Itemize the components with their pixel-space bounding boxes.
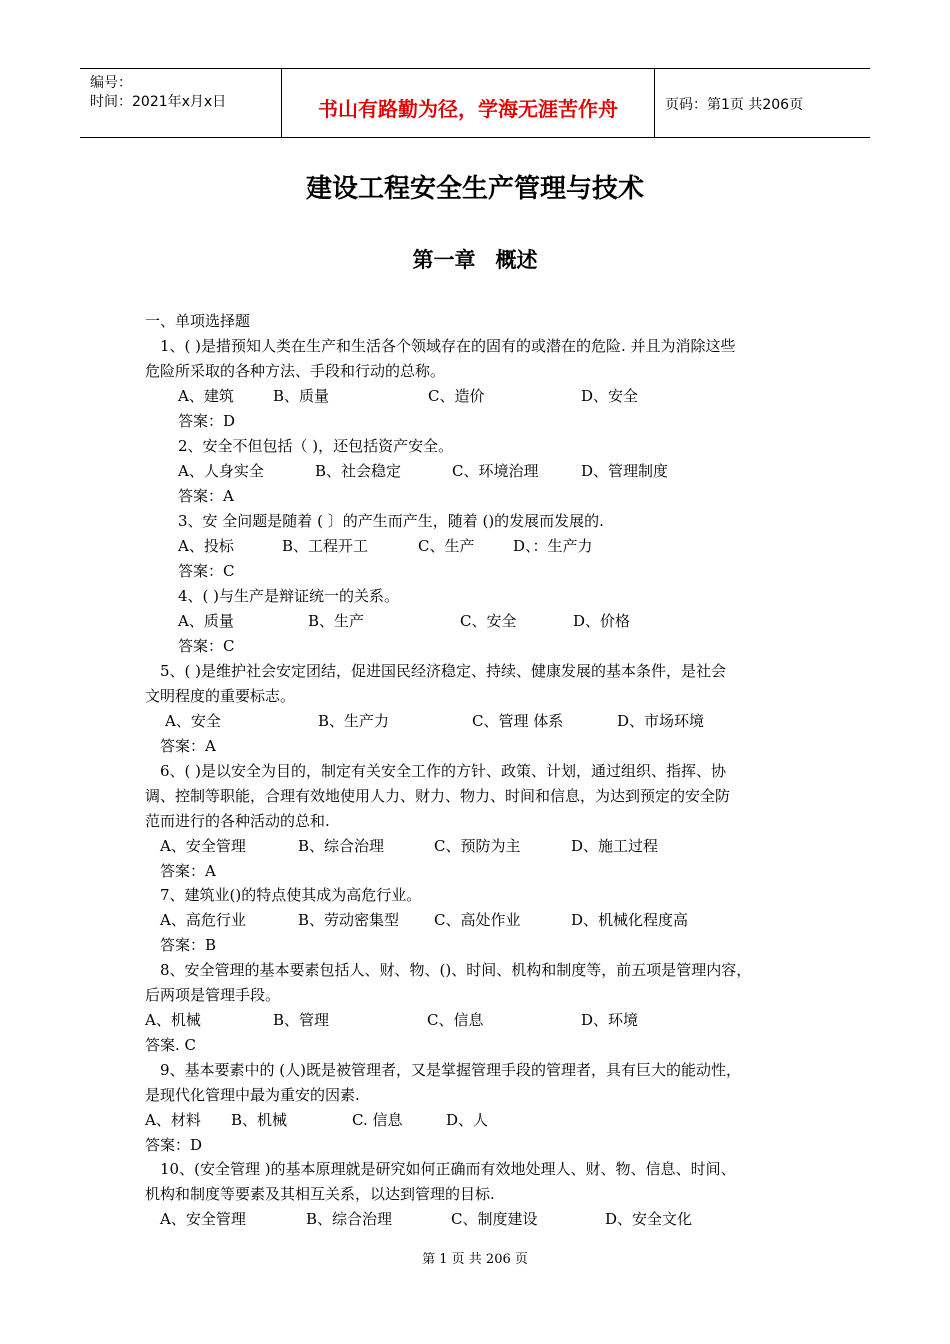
question-3-line-1: 3、安 全问题是随着 ( 〕的产生而产生，随着 ()的发展而发展的. <box>178 512 604 530</box>
question-4-line-1: 4、( )与生产是辩证统一的关系。 <box>178 587 400 605</box>
date-label: 时间：2021年x月x日 <box>90 94 227 110</box>
option-b: B、社会稳定 <box>315 462 402 480</box>
option-a: A、质量 <box>178 612 234 630</box>
motto: 书山有路勤为径，学海无涯苦作舟 <box>318 97 618 121</box>
question-8-answer: 答案. C <box>145 1036 197 1054</box>
option-c: C、环境治理 <box>452 462 539 480</box>
question-4-answer: 答案：C <box>178 637 235 655</box>
option-d: D、人 <box>446 1111 489 1129</box>
number-label: 编号： <box>90 75 132 91</box>
question-6-line-2: 调、控制等职能，合理有效地使用人力、财力、物力、时间和信息，为达到预定的安全防 <box>145 787 731 805</box>
option-c: C. 信息 <box>352 1111 403 1129</box>
option-c: C、预防为主 <box>434 837 521 855</box>
option-d: D、安全 <box>581 387 639 405</box>
chapter-name: 概述 <box>495 248 538 272</box>
option-a: A、安全管理 <box>160 1210 246 1228</box>
question-8-line-2: 后两项是管理手段。 <box>145 986 281 1004</box>
question-5-line-2: 文明程度的重要标志。 <box>145 687 296 705</box>
option-b: B、综合治理 <box>298 837 385 855</box>
option-a: A、机械 <box>145 1011 201 1029</box>
option-d: D、市场环境 <box>617 712 705 730</box>
question-1-answer: 答案：D <box>178 412 236 430</box>
option-c: C、管理 体系 <box>472 712 564 730</box>
option-a: A、人身实全 <box>178 462 264 480</box>
question-9-line-2: 是现代化管理中最为重安的因素. <box>145 1086 360 1104</box>
question-6-line-1: 6、( )是以安全为目的，制定有关安全工作的方针、政策、计划，通过组织、指挥、协 <box>160 762 727 780</box>
question-7-answer: 答案：B <box>160 936 217 954</box>
chapter-number: 第一章 <box>412 248 476 272</box>
option-b: B、生产力 <box>318 712 390 730</box>
question-2-line-1: 2、安全不但包括（ )，还包括资产安全。 <box>178 437 454 455</box>
option-a: A、安全管理 <box>160 837 246 855</box>
question-5-line-1: 5、( )是维护社会安定团结，促进国民经济稳定、持续、健康发展的基本条件，是社会 <box>160 662 727 680</box>
option-c: C、高处作业 <box>434 911 521 929</box>
question-3-answer: 答案：C <box>178 562 235 580</box>
option-c: C、造价 <box>428 387 485 405</box>
document-header <box>80 68 870 138</box>
chapter-heading <box>0 244 950 274</box>
page-footer: 第 1 页 共 206 页 <box>422 1252 528 1267</box>
option-a: A、安全 <box>165 712 221 730</box>
section-heading: 一、单项选择题 <box>145 312 251 330</box>
option-b: B、管理 <box>273 1011 330 1029</box>
header-meta-cell <box>80 69 282 137</box>
option-b: B、质量 <box>273 387 330 405</box>
option-b: B、机械 <box>231 1111 288 1129</box>
question-9-answer: 答案：D <box>145 1136 203 1154</box>
question-1-line-2: 危险所采取的各种方法、手段和行动的总称。 <box>145 362 446 380</box>
page-info: 页码：第1页 共206页 <box>665 97 804 113</box>
option-a: A、材料 <box>145 1111 201 1129</box>
option-d: D、价格 <box>573 612 631 630</box>
option-a: A、投标 <box>178 537 234 555</box>
question-7-line-1: 7、建筑业()的特点使其成为高危行业。 <box>160 886 422 904</box>
option-b: B、劳动密集型 <box>298 911 400 929</box>
option-b: B、生产 <box>308 612 365 630</box>
option-b: B、综合治理 <box>306 1210 393 1228</box>
question-5-answer: 答案：A <box>160 737 216 755</box>
question-1-line-1: 1、( )是措预知人类在生产和生活各个领域存在的固有的或潜在的危险. 并且为消除这些 <box>160 337 736 355</box>
option-d: D、施工过程 <box>571 837 659 855</box>
option-d: D、管理制度 <box>581 462 669 480</box>
header-page-cell <box>655 69 870 137</box>
option-d: D、环境 <box>581 1011 639 1029</box>
option-c: C、制度建设 <box>451 1210 538 1228</box>
option-b: B、工程开工 <box>282 537 369 555</box>
question-6-line-3: 范而进行的各种活动的总和. <box>145 812 330 830</box>
option-c: C、生产 <box>418 537 475 555</box>
option-d: D、安全文化 <box>605 1210 693 1228</box>
option-c: C、安全 <box>460 612 517 630</box>
question-9-line-1: 9、基本要素中的 (人)既是被管理者，又是掌握管理手段的管理者，具有巨大的能动性， <box>160 1061 742 1079</box>
option-d: D、机械化程度高 <box>571 911 689 929</box>
question-10-line-2: 机构和制度等要素及其相互关系，以达到管理的目标. <box>145 1185 495 1203</box>
question-2-answer: 答案：A <box>178 487 234 505</box>
option-d: D、：生产力 <box>513 537 593 555</box>
option-a: A、高危行业 <box>160 911 246 929</box>
option-a: A、建筑 <box>178 387 234 405</box>
document-title: 建设工程安全生产管理与技术 <box>305 174 644 204</box>
question-10-line-1: 10、(安全管理 )的基本原理就是研究如何正确而有效地处理人、财、物、信息、时间、 <box>160 1160 736 1178</box>
question-8-line-1: 8、安全管理的基本要素包括人、财、物、()、时间、机构和制度等，前五项是管理内容， <box>160 961 752 979</box>
question-6-answer: 答案：A <box>160 862 216 880</box>
header-motto-cell <box>282 69 655 137</box>
option-c: C、信息 <box>427 1011 484 1029</box>
